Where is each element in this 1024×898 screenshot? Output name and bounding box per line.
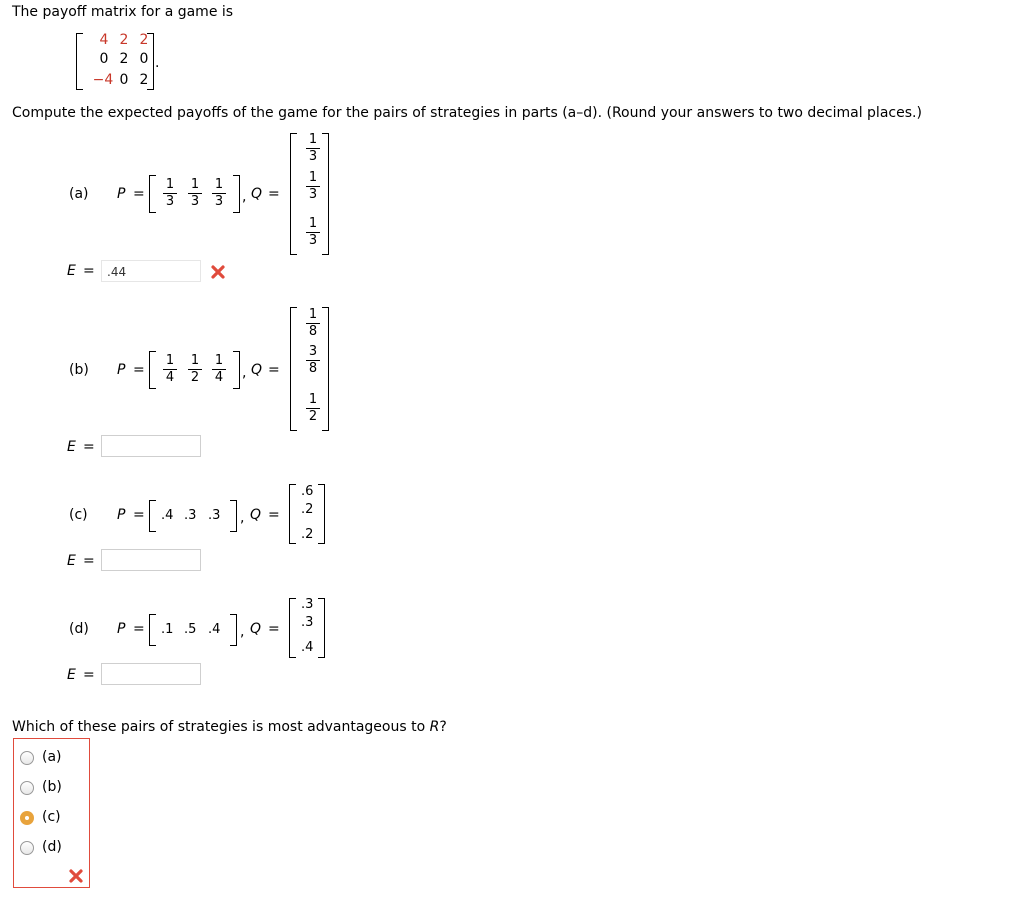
matrix-period: .	[155, 55, 160, 71]
numerator: 1	[214, 353, 224, 368]
numerator: 1	[308, 132, 318, 147]
e-symbol: E	[67, 667, 76, 683]
part-c-answer-input[interactable]	[101, 549, 201, 571]
intro-text: The payoff matrix for a game is	[12, 4, 234, 20]
comma: ,	[242, 365, 247, 381]
denominator: 4	[165, 370, 175, 385]
q-left-bracket	[289, 484, 296, 544]
denominator: 8	[308, 361, 318, 376]
denominator: 2	[308, 409, 318, 424]
p-right-bracket	[233, 351, 240, 389]
denominator: 3	[308, 187, 318, 202]
denominator: 3	[214, 194, 224, 209]
equals-sign: =	[133, 621, 145, 637]
radio-button-selected[interactable]	[20, 811, 34, 825]
equals-sign: =	[83, 439, 95, 455]
choice-label[interactable]: (c)	[42, 809, 61, 825]
q-left-bracket	[289, 598, 296, 658]
equals-sign: =	[133, 362, 145, 378]
wrong-x-icon	[68, 868, 84, 884]
q-symbol: Q	[251, 186, 263, 202]
p-entry	[162, 177, 178, 210]
numerator: 3	[308, 344, 318, 359]
denominator: 2	[190, 370, 200, 385]
p-left-bracket	[149, 175, 156, 213]
payoff-cell: −4	[92, 72, 114, 88]
comma: ,	[240, 510, 245, 526]
which-question	[12, 719, 447, 735]
denominator: 3	[308, 149, 318, 164]
radio-button[interactable]	[20, 751, 34, 765]
p-entry: .3	[184, 508, 197, 523]
comma: ,	[240, 624, 245, 640]
part-a-label: (a)	[69, 186, 89, 202]
part-d-label: (d)	[69, 621, 89, 637]
p-entry: .1	[161, 622, 174, 637]
payoff-cell: 0	[119, 72, 129, 88]
q-left-bracket	[290, 307, 297, 431]
p-entry	[187, 353, 203, 386]
radio-button[interactable]	[20, 841, 34, 855]
p-right-bracket	[230, 614, 237, 646]
e-symbol: E	[67, 439, 76, 455]
payoff-cell: 2	[139, 72, 149, 88]
p-right-bracket	[233, 175, 240, 213]
q-symbol: Q	[250, 621, 262, 637]
equals-sign: =	[133, 186, 145, 202]
part-c-label: (c)	[69, 507, 88, 523]
which-end: ?	[439, 719, 447, 735]
denominator: 8	[308, 324, 318, 339]
part-b-label: (b)	[69, 362, 89, 378]
q-entry	[305, 344, 321, 377]
p-right-bracket	[230, 500, 237, 532]
denominator: 3	[308, 233, 318, 248]
wrong-x-icon	[210, 264, 226, 280]
payoff-cell: 2	[119, 51, 129, 67]
choice-label[interactable]: (a)	[42, 749, 62, 765]
matrix-left-bracket	[76, 33, 83, 90]
p-symbol: P	[117, 362, 126, 378]
payoff-cell: 0	[139, 51, 149, 67]
numerator: 1	[165, 353, 175, 368]
numerator: 1	[308, 170, 318, 185]
numerator: 1	[214, 177, 224, 192]
radio-button[interactable]	[20, 781, 34, 795]
p-entry	[162, 353, 178, 386]
p-entry: .4	[208, 622, 221, 637]
numerator: 1	[308, 392, 318, 407]
p-entry	[211, 353, 227, 386]
part-d-answer-input[interactable]	[101, 663, 201, 685]
q-entry	[305, 307, 321, 340]
part-b-answer-input[interactable]	[101, 435, 201, 457]
p-entry	[187, 177, 203, 210]
q-entry	[305, 170, 321, 203]
which-text: Which of these pairs of strategies is most advantageous to	[12, 719, 430, 735]
p-left-bracket	[149, 351, 156, 389]
q-symbol: Q	[251, 362, 263, 378]
numerator: 1	[308, 216, 318, 231]
denominator: 4	[214, 370, 224, 385]
p-left-bracket	[149, 614, 156, 646]
q-entry: .3	[301, 615, 314, 630]
p-symbol: P	[117, 186, 126, 202]
q-right-bracket	[318, 598, 325, 658]
q-right-bracket	[318, 484, 325, 544]
numerator: 1	[308, 307, 318, 322]
part-a-answer-input[interactable]: .44	[101, 260, 201, 282]
equals-sign: =	[83, 667, 95, 683]
p-entry: .3	[208, 508, 221, 523]
equals-sign: =	[83, 263, 95, 279]
payoff-cell: 2	[139, 32, 149, 48]
q-right-bracket	[322, 307, 329, 431]
p-left-bracket	[149, 500, 156, 532]
payoff-cell: 0	[99, 51, 109, 67]
q-entry: .6	[301, 484, 314, 499]
question-text: Compute the expected payoffs of the game for the pairs of strategies in parts (a–d). (Round your answers to two decimal places.)	[12, 105, 922, 121]
payoff-cell: 2	[119, 32, 129, 48]
e-symbol: E	[67, 263, 76, 279]
q-right-bracket	[322, 133, 329, 255]
equals-sign: =	[83, 553, 95, 569]
e-symbol: E	[67, 553, 76, 569]
numerator: 1	[190, 353, 200, 368]
q-entry	[305, 216, 321, 249]
numerator: 1	[165, 177, 175, 192]
p-entry: .5	[184, 622, 197, 637]
q-symbol: Q	[250, 507, 262, 523]
p-symbol: P	[117, 507, 126, 523]
p-entry	[211, 177, 227, 210]
q-entry: .2	[301, 502, 314, 517]
comma: ,	[242, 189, 247, 205]
q-entry: .4	[301, 640, 314, 655]
q-entry: .2	[301, 527, 314, 542]
denominator: 3	[190, 194, 200, 209]
which-var: R	[429, 719, 440, 735]
equals-sign: =	[133, 507, 145, 523]
q-entry	[305, 132, 321, 165]
equals-sign: =	[268, 621, 280, 637]
p-entry: .4	[161, 508, 174, 523]
equals-sign: =	[268, 507, 280, 523]
numerator: 1	[190, 177, 200, 192]
equals-sign: =	[268, 362, 280, 378]
q-left-bracket	[290, 133, 297, 255]
p-symbol: P	[117, 621, 126, 637]
equals-sign: =	[268, 186, 280, 202]
payoff-cell: 4	[99, 32, 109, 48]
q-entry	[305, 392, 321, 425]
choice-label[interactable]: (b)	[42, 779, 62, 795]
q-entry: .3	[301, 597, 314, 612]
denominator: 3	[165, 194, 175, 209]
choice-label[interactable]: (d)	[42, 839, 62, 855]
